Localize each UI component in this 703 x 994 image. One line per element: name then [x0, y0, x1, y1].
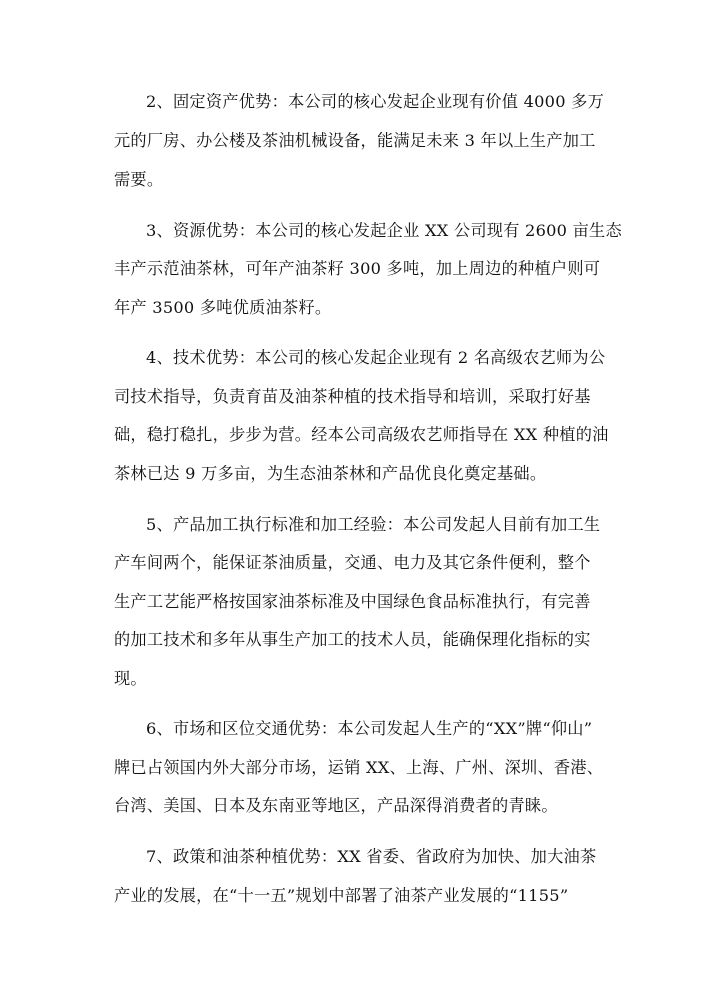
- text-line: 产业的发展，在“十一五”规划中部署了油茶产业发展的“1155”: [114, 886, 569, 905]
- text-line: 需要。: [114, 170, 164, 189]
- text-line: 丰产示范油茶林，可年产油茶籽 300 多吨，加上周边的种植户则可: [114, 259, 601, 278]
- text-line: 元的厂房、办公楼及茶油机械设备，能满足未来 3 年以上生产加工: [114, 131, 596, 150]
- text-line: 年产 3500 多吨优质油茶籽。: [114, 298, 332, 317]
- text-line: 产车间两个，能保证茶油质量，交通、电力及其它条件便利，整个: [114, 553, 591, 572]
- text-line: 5、产品加工执行标准和加工经验：本公司发起人目前有加工生: [146, 515, 601, 534]
- text-line: 础，稳打稳扎，步步为营。经本公司高级农艺师指导在 XX 种植的油: [114, 425, 609, 444]
- text-line: 茶林已达 9 万多亩，为生态油茶林和产品优良化奠定基础。: [114, 464, 547, 483]
- text-line: 的加工技术和多年从事生产加工的技术人员，能确保理化指标的实: [114, 630, 591, 649]
- text-line: 4、技术优势：本公司的核心发起企业现有 2 名高级农艺师为公: [146, 348, 606, 367]
- text-line: 生产工艺能严格按国家油茶标准及中国绿色食品标准执行，有完善: [114, 592, 591, 611]
- text-line: 6、市场和区位交通优势：本公司发起人生产的“XX”牌“仰山”: [146, 719, 593, 738]
- text-line: 7、政策和油茶种植优势：XX 省委、省政府为加快、加大油茶: [146, 847, 597, 866]
- text-line: 现。: [114, 669, 147, 688]
- text-line: 3、资源优势：本公司的核心发起企业 XX 公司现有 2600 亩生态: [146, 221, 622, 240]
- text-line: 司技术指导，负责育苗及油茶种植的技术指导和培训，采取打好基: [114, 387, 591, 406]
- text-line: 牌已占领国内外大部分市场，运销 XX、上海、广州、深圳、香港、: [114, 758, 604, 777]
- text-line: 2、固定资产优势：本公司的核心发起企业现有价值 4000 多万: [146, 92, 605, 111]
- text-line: 台湾、美国、日本及东南亚等地区，产品深得消费者的青睐。: [114, 796, 558, 815]
